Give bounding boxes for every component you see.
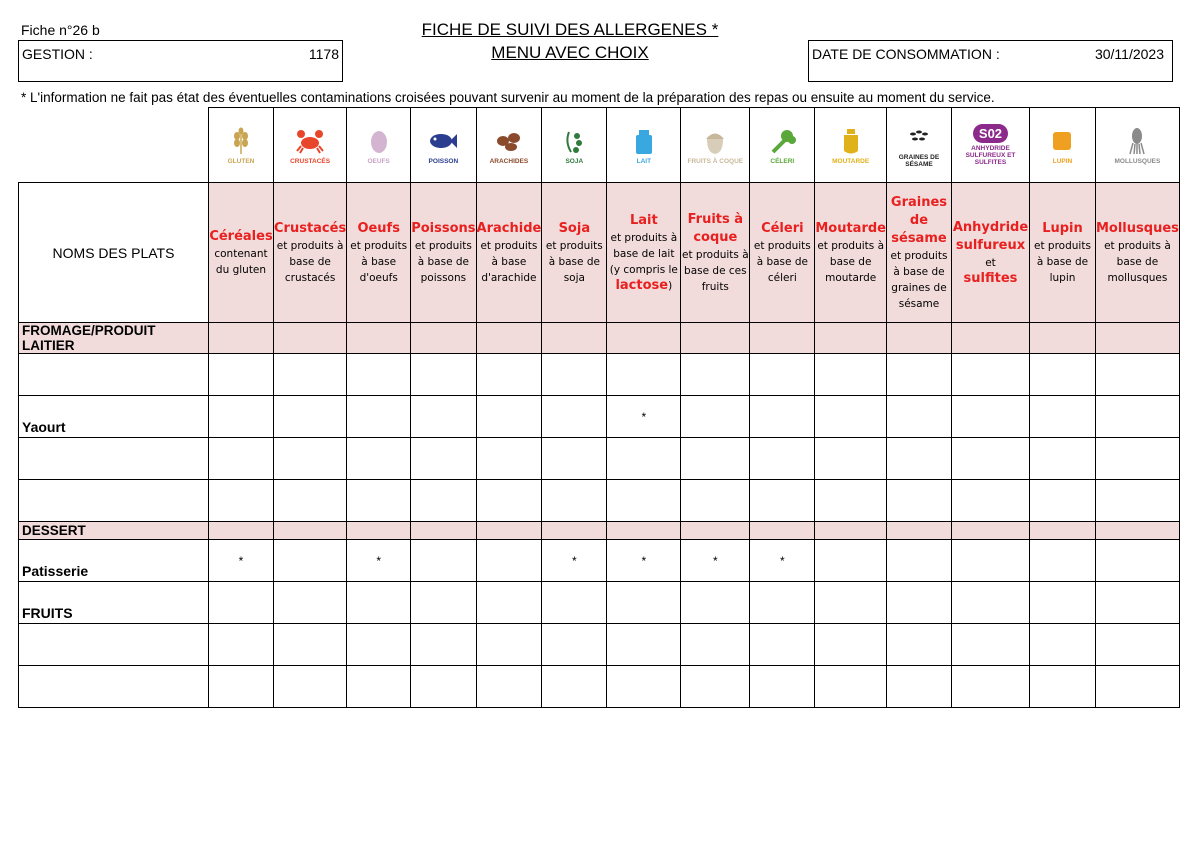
allergen-mark-cell: [347, 624, 411, 666]
date-value: 30/11/2023: [1094, 46, 1164, 62]
allergen-header: [1095, 183, 1179, 323]
dish-name: Patisserie: [19, 540, 209, 582]
allergen-mark-cell: [951, 480, 1029, 522]
allergen-mark-cell: [209, 396, 274, 438]
allergen-name: Graines de sésame: [890, 194, 948, 246]
allergen-name: Poissons: [411, 220, 476, 236]
nut-icon: [700, 126, 730, 156]
allergen-mark-cell: [815, 438, 887, 480]
allergen-description: contenant du gluten: [214, 247, 268, 276]
allergen-mark-cell: [209, 666, 274, 708]
allergen-description: et produits à base de lait (y compris le lactose): [609, 231, 678, 293]
dish-name: [19, 666, 209, 708]
allergen-mark-cell: [750, 438, 815, 480]
page-subtitle: MENU AVEC CHOIX: [491, 43, 649, 62]
corner-cell: [19, 108, 209, 183]
section-cell: [411, 522, 476, 540]
allergen-mark-cell: [886, 438, 951, 480]
allergen-mark-cell: [681, 624, 750, 666]
allergen-mark-cell: [681, 438, 750, 480]
allergen-name: Mollusques: [1095, 220, 1179, 236]
allergen-icon-cell: [750, 108, 815, 183]
allergen-icon-cell: [411, 108, 476, 183]
allergen-header: [347, 183, 411, 323]
allergen-mark-cell: [347, 666, 411, 708]
allergen-mark-cell: [607, 354, 681, 396]
allergen-mark-cell: [815, 354, 887, 396]
allergen-name: Anhydride sulfureux: [952, 219, 1029, 253]
dish-name: FRUITS: [19, 582, 209, 624]
gestion-box: [18, 40, 343, 82]
allergen-icon-label: POISSON: [428, 157, 459, 165]
dish-name: Yaourt: [19, 396, 209, 438]
dish-name: [19, 438, 209, 480]
section-cell: [542, 522, 607, 540]
allergen-table: [18, 107, 1180, 708]
allergen-mark-cell: [411, 438, 476, 480]
allergen-mark-cell: [274, 438, 347, 480]
allergen-mark-cell: [1029, 354, 1095, 396]
wheat-icon: [226, 126, 256, 156]
allergen-icon-label: SOJA: [565, 157, 584, 165]
allergen-mark-cell: [886, 480, 951, 522]
fiche-number: Fiche n°26 b: [21, 22, 100, 38]
section-cell: [886, 522, 951, 540]
dish-row: [19, 666, 1180, 708]
allergen-mark-cell: [681, 354, 750, 396]
allergen-icon-cell: [274, 108, 347, 183]
allergen-icon-cell: [1095, 108, 1179, 183]
dish-row: [19, 396, 1180, 438]
allergen-mark-cell: [607, 582, 681, 624]
allergen-description: et produits à base de poissons: [414, 239, 472, 284]
allergen-mark-cell: *: [750, 540, 815, 582]
allergen-icon-cell: [886, 108, 951, 183]
section-cell: [274, 323, 347, 354]
so2-icon: S02: [973, 124, 1008, 143]
allergen-mark-cell: [886, 582, 951, 624]
allergen-header: [209, 183, 274, 323]
allergen-mark-cell: [542, 582, 607, 624]
allergen-mark-cell: [681, 582, 750, 624]
allergen-mark-cell: *: [347, 540, 411, 582]
allergen-mark-cell: [411, 396, 476, 438]
allergen-mark-cell: [476, 540, 542, 582]
soy-icon: [559, 126, 589, 156]
allergen-mark-cell: [476, 438, 542, 480]
allergen-mark-cell: [411, 354, 476, 396]
section-cell: [347, 522, 411, 540]
allergen-mark-cell: [886, 624, 951, 666]
section-cell: [542, 323, 607, 354]
allergen-mark-cell: [347, 480, 411, 522]
date-box: [808, 40, 1173, 82]
allergen-mark-cell: [411, 480, 476, 522]
dish-name: [19, 624, 209, 666]
allergen-mark-cell: [815, 396, 887, 438]
allergen-name: Moutarde: [815, 220, 886, 236]
allergen-mark-cell: [750, 582, 815, 624]
squid-icon: [1122, 126, 1152, 156]
allergen-header: [815, 183, 887, 323]
section-cell: [209, 522, 274, 540]
allergen-description: et produits à base de crustacés: [276, 239, 344, 284]
dish-row: [19, 438, 1180, 480]
allergen-mark-cell: [681, 480, 750, 522]
allergen-mark-cell: [1095, 354, 1179, 396]
dish-row: [19, 624, 1180, 666]
allergen-mark-cell: [951, 354, 1029, 396]
allergen-icon-label: GLUTEN: [227, 157, 255, 165]
section-cell: [209, 323, 274, 354]
allergen-icon-label: CÉLERI: [770, 157, 795, 165]
allergen-mark-cell: [411, 624, 476, 666]
allergen-mark-cell: [476, 624, 542, 666]
allergen-mark-cell: [1029, 666, 1095, 708]
allergen-mark-cell: *: [542, 540, 607, 582]
allergen-mark-cell: *: [607, 396, 681, 438]
icon-row: [19, 108, 1180, 183]
allergen-mark-cell: [750, 354, 815, 396]
allergen-mark-cell: [209, 582, 274, 624]
allergen-icon-label: GRAINES DE SÉSAME: [898, 154, 940, 168]
allergen-mark-cell: [274, 354, 347, 396]
allergen-mark-cell: [347, 396, 411, 438]
allergen-mark-cell: [886, 666, 951, 708]
dish-row: [19, 480, 1180, 522]
allergen-mark-cell: [411, 540, 476, 582]
allergen-mark-cell: [347, 582, 411, 624]
allergen-mark-cell: [274, 396, 347, 438]
allergen-mark-cell: [1029, 540, 1095, 582]
section-cell: [607, 522, 681, 540]
allergen-mark-cell: [274, 624, 347, 666]
dish-row: [19, 582, 1180, 624]
allergen-description: et produits à base d'oeufs: [350, 239, 408, 284]
allergen-header: [607, 183, 681, 323]
allergen-name: Céleri: [761, 220, 804, 236]
section-title: DESSERT: [19, 522, 209, 540]
milk-icon: [629, 126, 659, 156]
allergen-icon-cell: [815, 108, 887, 183]
allergen-mark-cell: [1095, 624, 1179, 666]
allergen-mark-cell: [411, 666, 476, 708]
allergen-mark-cell: [681, 396, 750, 438]
allergen-description: et sulfites: [963, 256, 1018, 286]
allergen-description: et produits à base d'arachide: [480, 239, 538, 284]
allergen-mark-cell: [886, 354, 951, 396]
allergen-mark-cell: [607, 480, 681, 522]
allergen-mark-cell: *: [607, 540, 681, 582]
allergen-mark-cell: [750, 666, 815, 708]
allergen-mark-cell: [681, 666, 750, 708]
section-cell: [1029, 522, 1095, 540]
allergen-mark-cell: [750, 624, 815, 666]
allergen-mark-cell: [607, 438, 681, 480]
section-row: [19, 323, 1180, 354]
section-cell: [815, 522, 887, 540]
allergen-mark-cell: [209, 438, 274, 480]
allergen-icon-label: MOLLUSQUES: [1114, 157, 1161, 165]
allergen-icon-cell: [951, 108, 1029, 183]
allergen-mark-cell: [476, 582, 542, 624]
allergen-mark-cell: [347, 438, 411, 480]
allergen-mark-cell: [1029, 480, 1095, 522]
allergen-mark-cell: [815, 480, 887, 522]
allergen-mark-cell: [542, 624, 607, 666]
allergen-icon-label: MOUTARDE: [832, 157, 870, 165]
allergen-description: et produits à base de moutarde: [817, 239, 884, 284]
allergen-icon-cell: [1029, 108, 1095, 183]
section-cell: [411, 323, 476, 354]
section-cell: [476, 522, 542, 540]
allergen-mark-cell: [815, 624, 887, 666]
allergen-mark-cell: [815, 666, 887, 708]
section-cell: [681, 522, 750, 540]
allergen-mark-cell: [750, 396, 815, 438]
allergen-mark-cell: [951, 540, 1029, 582]
allergen-mark-cell: [815, 582, 887, 624]
allergen-mark-cell: [542, 396, 607, 438]
allergen-icon-label: OEUFS: [367, 157, 390, 165]
section-cell: [1029, 323, 1095, 354]
allergen-mark-cell: [886, 396, 951, 438]
header-row: [19, 183, 1180, 323]
allergen-mark-cell: [1095, 540, 1179, 582]
allergen-mark-cell: [1095, 396, 1179, 438]
allergen-icon-cell: [347, 108, 411, 183]
allergen-icon-label: CRUSTACÉS: [290, 157, 331, 165]
allergen-mark-cell: [1095, 582, 1179, 624]
allergen-description: et produits à base de céleri: [753, 239, 811, 284]
allergen-mark-cell: [274, 666, 347, 708]
allergen-icon-cell: [542, 108, 607, 183]
allergen-name: Arachide: [476, 220, 542, 236]
section-row: [19, 522, 1180, 540]
allergen-icon-cell: [681, 108, 750, 183]
allergen-header: [274, 183, 347, 323]
allergen-description: et produits à base de graines de sésame: [890, 249, 948, 310]
allergen-name: Fruits à coque: [687, 211, 744, 245]
sesame-icon: [904, 122, 934, 152]
section-cell: [951, 522, 1029, 540]
allergen-icon-cell: [476, 108, 542, 183]
dish-row: [19, 540, 1180, 582]
allergen-mark-cell: [209, 480, 274, 522]
allergen-mark-cell: [476, 666, 542, 708]
allergen-mark-cell: [209, 624, 274, 666]
allergen-mark-cell: [1095, 666, 1179, 708]
section-cell: [274, 522, 347, 540]
egg-icon: [364, 126, 394, 156]
allergen-icon-cell: [607, 108, 681, 183]
allergen-mark-cell: [951, 666, 1029, 708]
section-cell: [750, 323, 815, 354]
section-cell: [1095, 522, 1179, 540]
allergen-mark-cell: [542, 666, 607, 708]
allergen-header: [476, 183, 542, 323]
noms-des-plats-header: NOMS DES PLATS: [19, 183, 209, 323]
allergen-name: Crustacés: [274, 220, 347, 236]
section-cell: [750, 522, 815, 540]
celery-icon: [767, 126, 797, 156]
allergen-name: Soja: [558, 220, 591, 236]
allergen-name: Lupin: [1042, 220, 1083, 236]
allergen-name: Lait: [629, 212, 658, 228]
allergen-mark-cell: [274, 582, 347, 624]
allergen-name: Céréales: [209, 228, 273, 244]
allergen-mark-cell: [1029, 624, 1095, 666]
section-title: FROMAGE/PRODUIT LAITIER: [19, 323, 209, 354]
allergen-mark-cell: [1029, 438, 1095, 480]
allergen-icon-label: ANHYDRIDE SULFUREUX ET SULFITES: [965, 145, 1016, 166]
allergen-header: [886, 183, 951, 323]
footnote: * L'information ne fait pas état des éventuelles contaminations croisées pouvant survenir au moment de la préparation des repas ou ensuite au moment du service.: [21, 90, 995, 105]
allergen-mark-cell: [274, 540, 347, 582]
section-cell: [607, 323, 681, 354]
allergen-mark-cell: [1095, 480, 1179, 522]
section-cell: [476, 323, 542, 354]
allergen-mark-cell: [542, 438, 607, 480]
allergen-mark-cell: [951, 438, 1029, 480]
allergen-description: et produits à base de soja: [545, 239, 603, 284]
allergen-description: et produits à base de ces fruits: [681, 248, 749, 293]
dish-name: [19, 480, 209, 522]
allergen-mark-cell: [542, 480, 607, 522]
allergen-mark-cell: *: [209, 540, 274, 582]
allergen-mark-cell: [542, 354, 607, 396]
section-cell: [681, 323, 750, 354]
date-label: DATE DE CONSOMMATION :: [812, 46, 1000, 62]
allergen-mark-cell: [951, 624, 1029, 666]
allergen-mark-cell: [607, 666, 681, 708]
allergen-mark-cell: [476, 396, 542, 438]
allergen-mark-cell: [815, 540, 887, 582]
allergen-header: [411, 183, 476, 323]
allergen-mark-cell: [886, 540, 951, 582]
dish-row: [19, 354, 1180, 396]
allergen-icon-label: LAIT: [636, 157, 652, 165]
allergen-mark-cell: [274, 480, 347, 522]
allergen-mark-cell: [1095, 438, 1179, 480]
allergen-mark-cell: [951, 582, 1029, 624]
section-cell: [951, 323, 1029, 354]
allergen-icon-label: FRUITS À COQUE: [687, 157, 744, 165]
allergen-header: [951, 183, 1029, 323]
allergen-icon-label: LUPIN: [1052, 157, 1073, 165]
allergen-mark-cell: [347, 354, 411, 396]
allergen-mark-cell: [209, 354, 274, 396]
dish-name: [19, 354, 209, 396]
allergen-description: et produits à base de lupin: [1034, 239, 1091, 284]
allergen-mark-cell: [951, 396, 1029, 438]
allergen-mark-cell: [607, 624, 681, 666]
allergen-mark-cell: [750, 480, 815, 522]
peanut-icon: [494, 126, 524, 156]
mustard-icon: [836, 126, 866, 156]
allergen-mark-cell: [411, 582, 476, 624]
lupin-icon: [1047, 126, 1077, 156]
allergen-name: Oeufs: [357, 220, 400, 236]
section-cell: [347, 323, 411, 354]
allergen-mark-cell: [1029, 582, 1095, 624]
allergen-header: [1029, 183, 1095, 323]
page-title: FICHE DE SUIVI DES ALLERGENES *: [421, 20, 719, 39]
allergen-mark-cell: [476, 354, 542, 396]
section-cell: [1095, 323, 1179, 354]
gestion-label: GESTION :: [22, 46, 93, 62]
section-cell: [886, 323, 951, 354]
allergen-header: [750, 183, 815, 323]
section-cell: [815, 323, 887, 354]
allergen-icon-cell: [209, 108, 274, 183]
crab-icon: [295, 126, 325, 156]
fish-icon: [428, 126, 458, 156]
allergen-mark-cell: [1029, 396, 1095, 438]
allergen-icon-label: ARACHIDES: [489, 157, 529, 165]
gestion-value: 1178: [308, 46, 339, 62]
allergen-header: [542, 183, 607, 323]
allergen-mark-cell: [476, 480, 542, 522]
allergen-description: et produits à base de mollusques: [1104, 239, 1171, 284]
allergen-mark-cell: *: [681, 540, 750, 582]
allergen-header: [681, 183, 750, 323]
